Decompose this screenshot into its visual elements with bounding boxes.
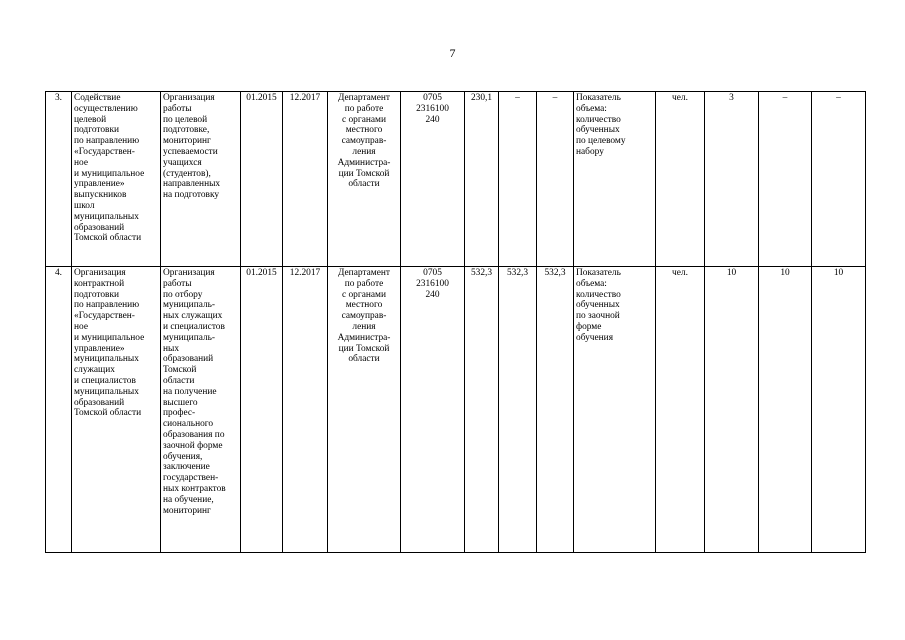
- indicator-value-1: 3: [705, 92, 759, 267]
- page-number: 7: [449, 46, 456, 60]
- indicator-value-3: –: [812, 92, 866, 267]
- task-name: Организация контрактной подготовки по направлению «Государствен- ное и муниципальное управление» муниципальных служащих и специалистов муниципальных образований Томской области: [72, 267, 161, 553]
- activity-description: Организация работы по отбору муниципаль- ных служащих и специалистов муниципаль- ных образований Томской области на получение высшего профес- сионального образования по заочной форме обучения, заключение государствен- ных контрактов на обучение, мониторинг: [161, 267, 241, 553]
- table-row: [46, 267, 866, 553]
- program-table: [45, 91, 866, 553]
- indicator: Показатель объема: количество обученных по целевому набору: [574, 92, 656, 267]
- funding-total: 532,3: [465, 267, 499, 553]
- row-number: 3.: [46, 92, 72, 267]
- indicator-value-2: –: [759, 92, 812, 267]
- funding-total: 230,1: [465, 92, 499, 267]
- indicator-value-2: 10: [759, 267, 812, 553]
- activity-description: Организация работы по целевой подготовке, мониторинг успеваемости учащихся (студентов), направленных на подготовку: [161, 92, 241, 267]
- funding-year-2: –: [537, 92, 574, 267]
- row-number: 4.: [46, 267, 72, 553]
- task-name: Содействие осуществлению целевой подготовки по направлению «Государствен- ное и муниципальное управление» выпускников школ муниципальных образований Томской области: [72, 92, 161, 267]
- executor: Департамент по работе с органами местного самоуправ- ления Администра- ции Томской области: [328, 267, 401, 553]
- end-date: 12.2017: [283, 267, 328, 553]
- funding-year-1: 532,3: [499, 267, 537, 553]
- indicator-value-3: 10: [812, 267, 866, 553]
- budget-code: 0705 2316100 240: [401, 92, 465, 267]
- executor: Департамент по работе с органами местного самоуправ- ления Администра- ции Томской области: [328, 92, 401, 267]
- funding-year-1: –: [499, 92, 537, 267]
- unit: чел.: [656, 92, 705, 267]
- start-date: 01.2015: [241, 92, 283, 267]
- end-date: 12.2017: [283, 92, 328, 267]
- start-date: 01.2015: [241, 267, 283, 553]
- funding-year-2: 532,3: [537, 267, 574, 553]
- table-row: [46, 92, 866, 267]
- indicator-value-1: 10: [705, 267, 759, 553]
- unit: чел.: [656, 267, 705, 553]
- budget-code: 0705 2316100 240: [401, 267, 465, 553]
- indicator: Показатель объема: количество обученных по заочной форме обучения: [574, 267, 656, 553]
